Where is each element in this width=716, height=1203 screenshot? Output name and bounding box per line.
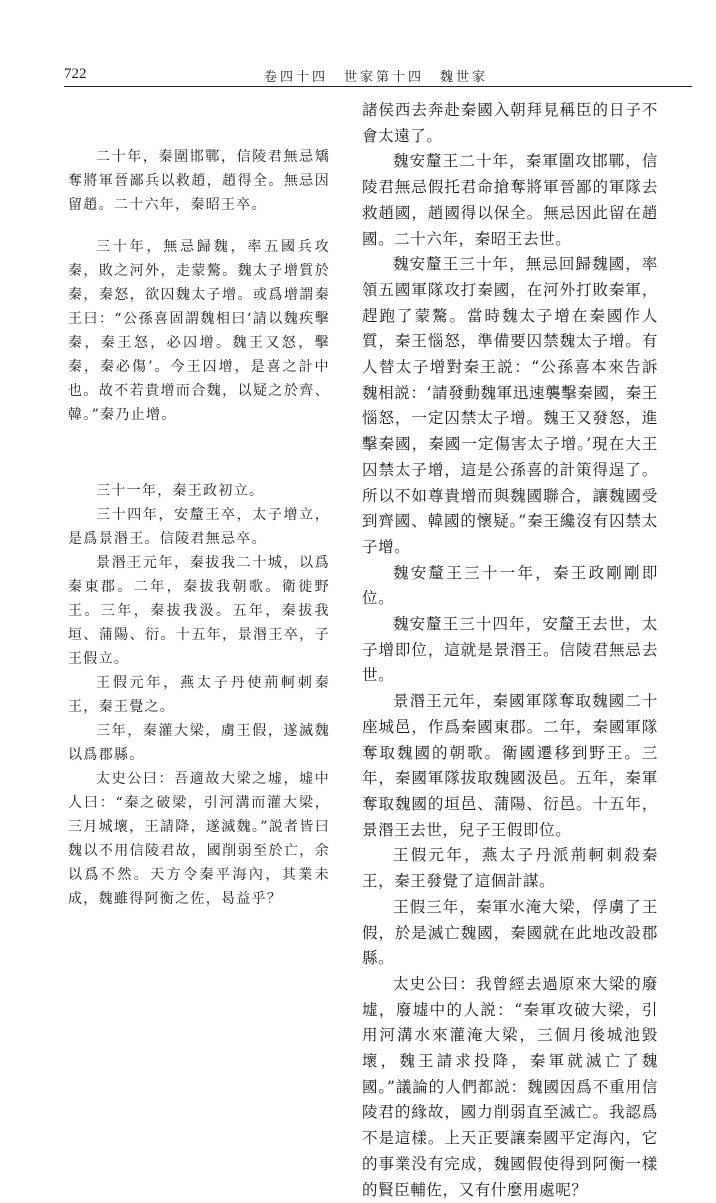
paragraph-gap [68,427,330,479]
page-number: 722 [64,66,87,82]
original-paragraph: 三年，秦灌大梁，虜王假，遂滅魏以爲郡縣。 [68,723,330,763]
original-paragraph: 三十四年，安釐王卒，太子增立，是爲景湣王。信陵君無忌卒。 [68,507,330,547]
translation-paragraph: 魏安釐王三十四年，安釐王去世，太子增即位，這就是景湣王。信陵君無忌去世。 [362,615,658,685]
header-rule [64,86,692,87]
translation-paragraph: 王假元年，燕太子丹派荊軻刺殺秦王，秦王發覺了這個計謀。 [362,846,658,891]
original-paragraph: 太史公曰：吾適故大梁之墟，墟中人曰：“秦之破梁，引河溝而灌大梁，三月城壞，王請降，遂滅魏。”説者皆曰魏以不用信陵君故，國削弱至於亡，余以爲不然。天方令秦平海內，其業未成，魏雖得阿衡之佐，曷益乎？ [68,771,330,907]
paragraph-gap [68,217,330,235]
original-text-column [68,145,330,911]
translation-paragraph: 景湣王元年，秦國軍隊奪取魏國二十座城邑，作爲秦國東郡。二年，秦國軍隊奪取魏國的朝歌。衛國遷移到野王。三年，秦國軍隊拔取魏國汲邑。五年，秦軍奪取魏國的垣邑、蒲陽、衍邑。十五年，景湣王去世，兒子王假即位。 [362,692,658,839]
translation-paragraph: 諸侯西去奔赴秦國入朝拜見稱臣的日子不會太遠了。 [362,101,658,145]
original-paragraph: 景湣王元年，秦拔我二十城，以爲秦東郡。二年，秦拔我朝歌。衛徙野王。三年，秦拔我汲。五年，秦拔我垣、蒲陽、衍。十五年，景湣王卒，子王假立。 [68,555,330,667]
original-paragraph: 三十一年，秦王政初立。 [96,483,265,499]
translation-column [362,98,658,1203]
running-head: 卷四十四 世家第十四 魏世家 [264,70,489,85]
original-paragraph: 王假元年，燕太子丹使荊軻刺秦王，秦王覺之。 [68,675,330,715]
translation-paragraph: 魏安釐王三十年，無忌回歸魏國，率領五國軍隊攻打秦國，在河外打敗秦軍，趕跑了蒙驁。當時魏太子增在秦國作人質，秦王惱怒，準備要囚禁魏太子增。有人替太子增對秦王説：“公孫喜本來告訴魏相説：‘請發動魏軍迅速襲擊秦國，秦王惱怒，一定囚禁太子增。魏王又發怒，進擊秦國，秦國一定傷害太子增。’現在大王囚禁太子增，這是公孫喜的計策得逞了。所以不如尊貴增而與魏國聯合，讓魏國受到齊國、韓國的懷疑。”秦王纔沒有囚禁太子增。 [362,255,658,556]
translation-paragraph: 魏安釐王三十一年，秦王政剛剛即位。 [362,563,658,608]
original-paragraph: 二十年，秦圍邯鄲，信陵君無忌矯奪將軍晉鄙兵以救趙，趙得全。無忌因留趙。二十六年，秦昭王卒。 [68,149,330,213]
translation-paragraph: 太史公曰：我曾經去過原來大梁的廢墟，廢墟中的人説：“秦軍攻破大梁，引用河溝水來灌淹大梁，三個月後城池毀壞，魏王請求投降，秦軍就滅亡了魏國。”議論的人們都説：魏國因爲不重用信陵君的緣故，國力削弱直至滅亡。我認爲不是這樣。上天正要讓秦國平定海內，它的事業没有完成，魏國假使得到阿衡一樣的賢臣輔佐，又有什麼用處呢？ [362,974,658,1199]
original-paragraph: 三十年，無忌歸魏，率五國兵攻秦，敗之河外，走蒙驁。魏太子增質於秦，秦怒，欲囚魏太子增。或爲增謂秦王曰：“公孫喜固謂魏相曰‘請以魏疾擊秦，秦王怒，必囚增。魏王又怒，擊秦，秦必傷’。今王囚增，是喜之計中也。故不若貴增而合魏，以疑之於齊、韓。”秦乃止增。 [68,239,330,423]
translation-paragraph: 王假三年，秦軍水淹大梁，俘虜了王假，於是滅亡魏國，秦國就在此地改設郡縣。 [362,897,658,968]
translation-paragraph: 魏安釐王二十年，秦軍圍攻邯鄲，信陵君無忌假托君命搶奪將軍晉鄙的軍隊去救趙國，趙國得以保全。無忌因此留在趙國。二十六年，秦昭王去世。 [362,152,658,248]
